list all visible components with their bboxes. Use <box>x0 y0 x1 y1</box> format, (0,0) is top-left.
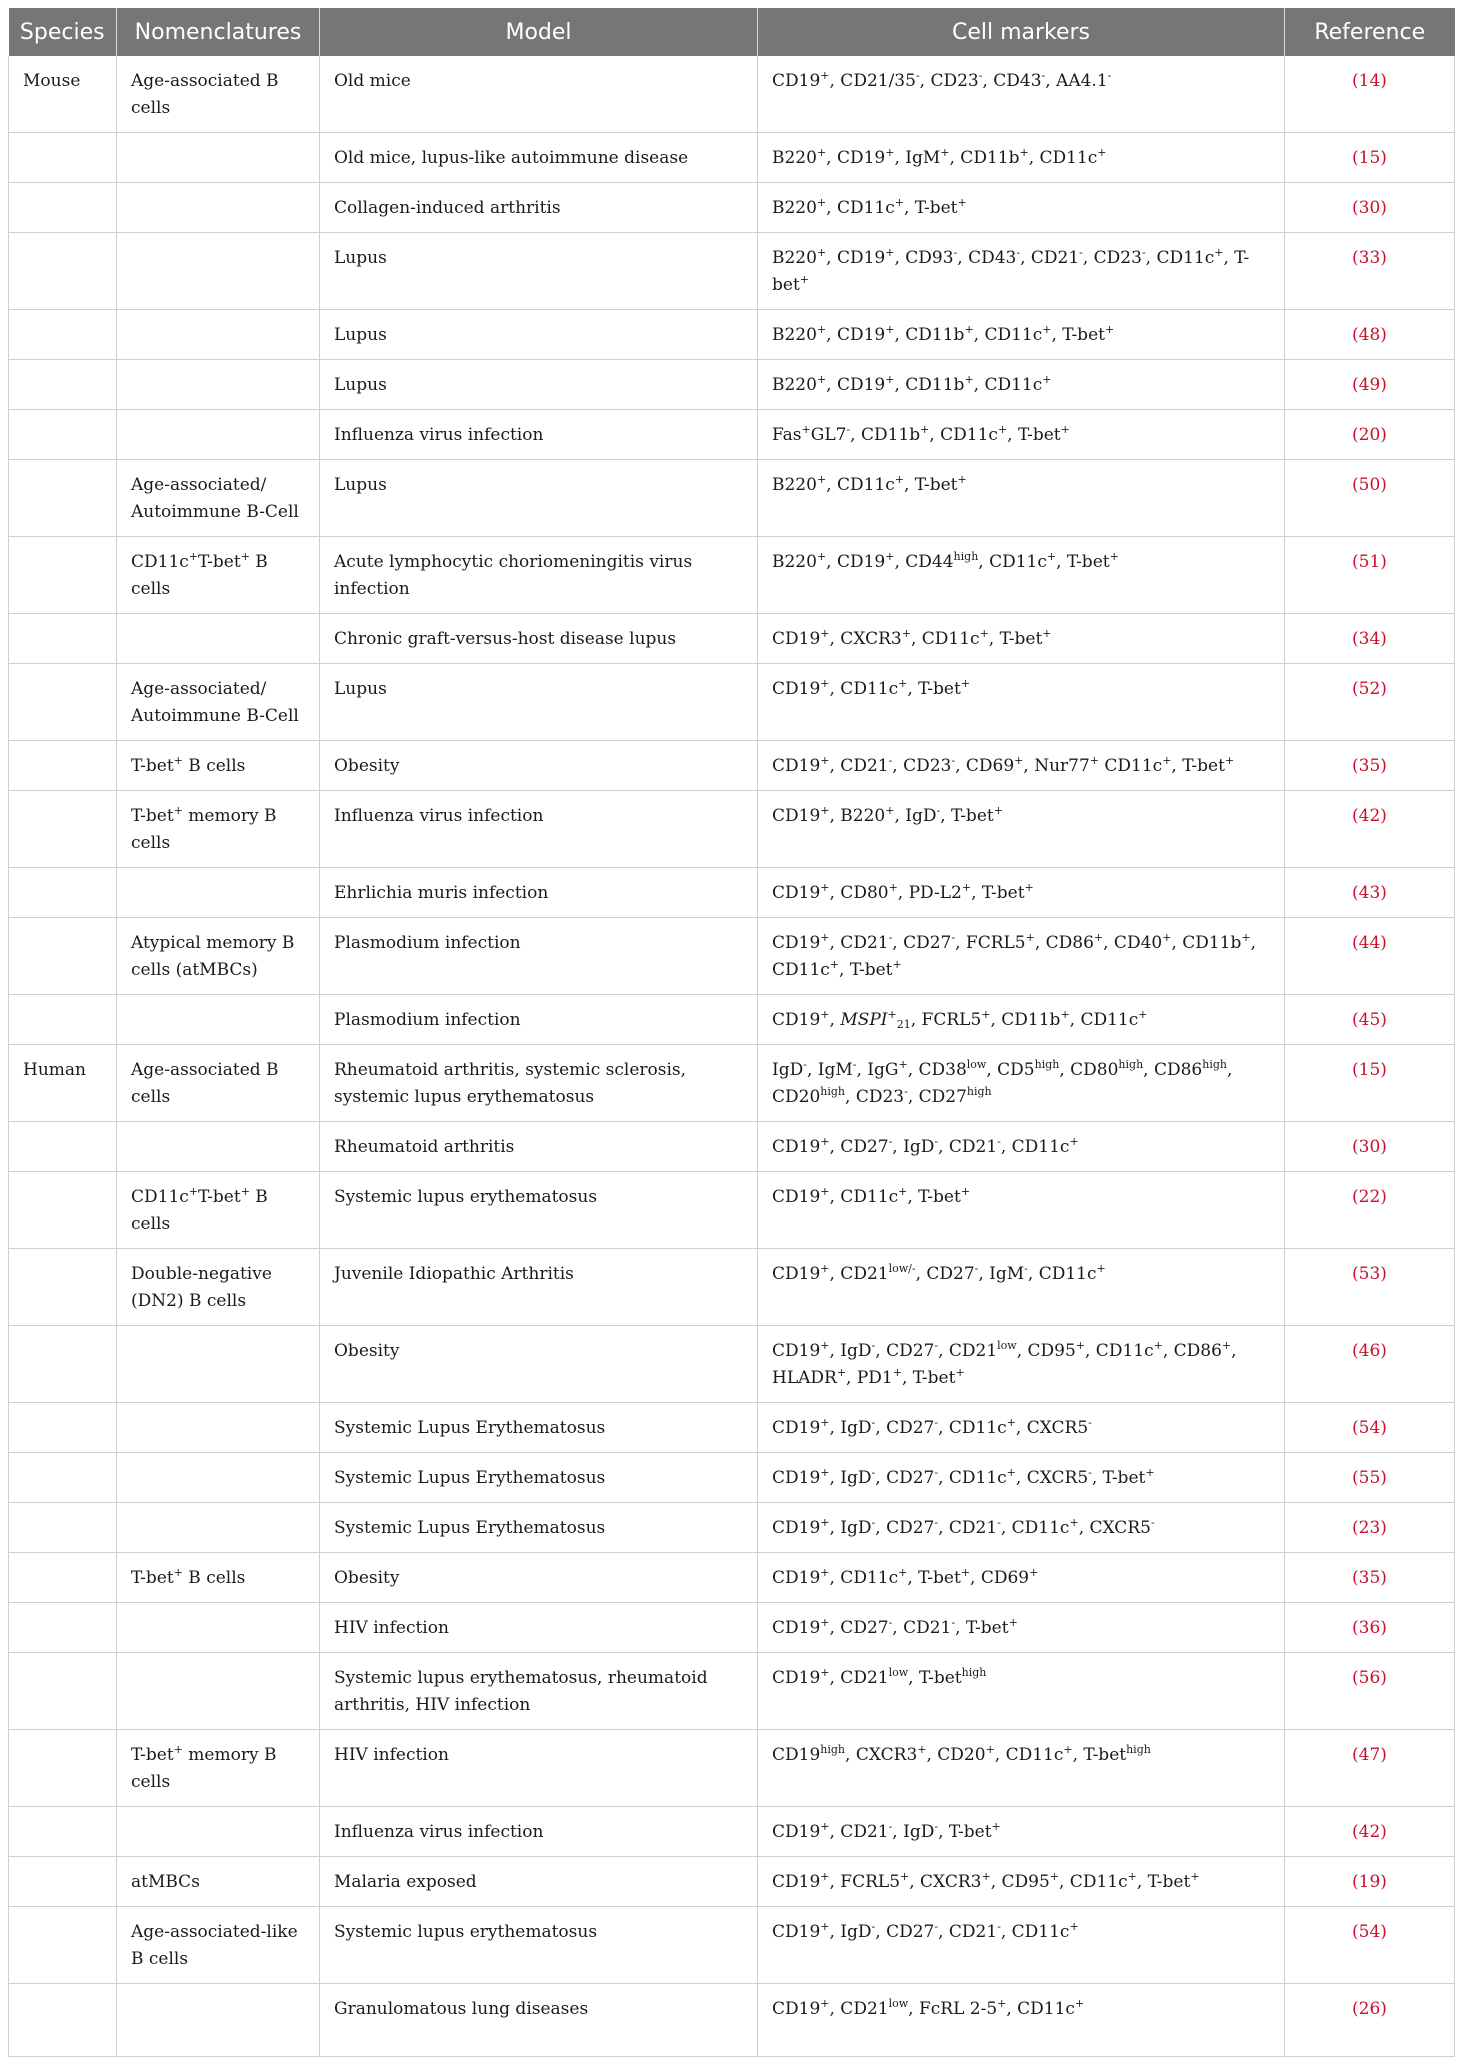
cell-species <box>9 1603 117 1653</box>
cell-model: Obesity <box>320 1553 758 1603</box>
cell-species <box>9 1249 117 1326</box>
table-row <box>9 1326 1455 1403</box>
cell-markers: B220+, CD19+, CD11b+, CD11c+ <box>758 360 1285 410</box>
cell-reference[interactable]: (34) <box>1285 614 1455 664</box>
cell-nomenclature <box>117 1503 320 1553</box>
cell-nomenclature <box>117 183 320 233</box>
table-row <box>9 410 1455 460</box>
cell-nomenclature <box>117 1122 320 1172</box>
cell-reference[interactable]: (30) <box>1285 183 1455 233</box>
cell-reference[interactable]: (48) <box>1285 310 1455 360</box>
cell-markers: B220+, CD19+, CD93-, CD43-, CD21-, CD23-, CD11c+, T-bet+ <box>758 233 1285 310</box>
cell-reference[interactable]: (42) <box>1285 1807 1455 1857</box>
cell-species <box>9 664 117 741</box>
cell-model: Systemic Lupus Erythematosus <box>320 1403 758 1453</box>
cell-model: Granulomatous lung diseases <box>320 1984 758 2057</box>
cell-species <box>9 1403 117 1453</box>
cell-model: Old mice <box>320 56 758 133</box>
table-row <box>9 360 1455 410</box>
cell-model: Influenza virus infection <box>320 791 758 868</box>
cell-reference[interactable]: (42) <box>1285 791 1455 868</box>
cell-reference[interactable]: (15) <box>1285 1045 1455 1122</box>
cell-nomenclature: T-bet+ B cells <box>117 741 320 791</box>
cell-nomenclature: T-bet+ memory B cells <box>117 791 320 868</box>
cell-model: Old mice, lupus-like autoimmune disease <box>320 133 758 183</box>
table-row <box>9 537 1455 614</box>
cell-nomenclature: CD11c+T-bet+ B cells <box>117 537 320 614</box>
cell-model: Malaria exposed <box>320 1857 758 1907</box>
cell-reference[interactable]: (35) <box>1285 741 1455 791</box>
cell-model: Lupus <box>320 664 758 741</box>
cell-model: Lupus <box>320 460 758 537</box>
cell-species <box>9 614 117 664</box>
cell-reference[interactable]: (45) <box>1285 995 1455 1045</box>
cell-model: Plasmodium infection <box>320 918 758 995</box>
table-row <box>9 310 1455 360</box>
cell-model: Plasmodium infection <box>320 995 758 1045</box>
cell-reference[interactable]: (19) <box>1285 1857 1455 1907</box>
cell-nomenclature <box>117 1603 320 1653</box>
cell-nomenclature: Double-negative (DN2) B cells <box>117 1249 320 1326</box>
cell-nomenclature: Age-associated B cells <box>117 56 320 133</box>
cell-markers: B220+, CD11c+, T-bet+ <box>758 460 1285 537</box>
cell-nomenclature <box>117 1807 320 1857</box>
cell-nomenclature: atMBCs <box>117 1857 320 1907</box>
cell-nomenclature: Age-associated-like B cells <box>117 1907 320 1984</box>
cell-markers: B220+, CD19+, CD11b+, CD11c+, T-bet+ <box>758 310 1285 360</box>
cell-species <box>9 410 117 460</box>
cell-nomenclature <box>117 310 320 360</box>
cell-markers: CD19+, CD11c+, T-bet+, CD69+ <box>758 1553 1285 1603</box>
cell-model: HIV infection <box>320 1603 758 1653</box>
cell-reference[interactable]: (33) <box>1285 233 1455 310</box>
table-row <box>9 741 1455 791</box>
table-row <box>9 1503 1455 1553</box>
cell-reference[interactable]: (43) <box>1285 868 1455 918</box>
cell-species <box>9 183 117 233</box>
cell-markers: B220+, CD19+, $CD44^{high}$, CD11c+, T-bet+ <box>758 537 1285 614</box>
cell-reference[interactable]: (54) <box>1285 1403 1455 1453</box>
cell-markers: B220+, CD11c+, T-bet+ <box>758 183 1285 233</box>
header-reference: Reference <box>1285 8 1455 56</box>
cell-species <box>9 537 117 614</box>
table-row <box>9 1730 1455 1807</box>
cell-model: HIV infection <box>320 1730 758 1807</box>
cell-reference[interactable]: (55) <box>1285 1453 1455 1503</box>
header-model: Model <box>320 8 758 56</box>
cell-nomenclature: Atypical memory B cells (atMBCs) <box>117 918 320 995</box>
cell-nomenclature <box>117 1326 320 1403</box>
cell-nomenclature <box>117 410 320 460</box>
cell-marker-table <box>8 8 1455 2057</box>
cell-species <box>9 1857 117 1907</box>
header-nomenclatures: Nomenclatures <box>117 8 320 56</box>
cell-model: Rheumatoid arthritis <box>320 1122 758 1172</box>
table-row <box>9 233 1455 310</box>
cell-model: Collagen-induced arthritis <box>320 183 758 233</box>
cell-model: Rheumatoid arthritis, systemic sclerosis, systemic lupus erythematosus <box>320 1045 758 1122</box>
cell-species <box>9 233 117 310</box>
header-cell-markers: Cell markers <box>758 8 1285 56</box>
table-row <box>9 664 1455 741</box>
cell-model: Lupus <box>320 310 758 360</box>
cell-species <box>9 918 117 995</box>
cell-model: Systemic lupus erythematosus <box>320 1907 758 1984</box>
cell-markers: CD19+, B220+, IgD-, T-bet+ <box>758 791 1285 868</box>
cell-reference[interactable]: (51) <box>1285 537 1455 614</box>
cell-markers: CD19+, $CD21^{low}$, FcRL 2-5+, CD11c+ <box>758 1984 1285 2057</box>
cell-markers: CD19+, IgD-, CD27-, CD11c+, CXCR5-, T-bet+ <box>758 1453 1285 1503</box>
cell-nomenclature <box>117 133 320 183</box>
cell-species <box>9 995 117 1045</box>
cell-model: Obesity <box>320 741 758 791</box>
table-row <box>9 1907 1455 1984</box>
cell-markers: CD19+, CD80+, PD-L2+, T-bet+ <box>758 868 1285 918</box>
cell-reference[interactable]: (52) <box>1285 664 1455 741</box>
cell-markers: CD19+, $MSPI^+_{21}$, FCRL5+, CD11b+, CD11c+ <box>758 995 1285 1045</box>
table-row <box>9 1172 1455 1249</box>
table-row <box>9 1984 1455 2057</box>
cell-reference[interactable]: (15) <box>1285 133 1455 183</box>
cell-model: Obesity <box>320 1326 758 1403</box>
cell-nomenclature <box>117 614 320 664</box>
cell-species <box>9 1730 117 1807</box>
table-row <box>9 1553 1455 1603</box>
cell-reference[interactable]: (53) <box>1285 1249 1455 1326</box>
cell-reference[interactable]: (47) <box>1285 1730 1455 1807</box>
cell-markers: IgD-, IgM-, IgG+, $CD38^{low}$, $CD5^{high}$, $CD80^{high}$, $CD86^{high}$, $CD20^{high}$, CD23-, $CD27^{high}$ <box>758 1045 1285 1122</box>
cell-model: Juvenile Idiopathic Arthritis <box>320 1249 758 1326</box>
cell-species <box>9 1326 117 1403</box>
cell-markers: CD19+, CD21-, CD27-, FCRL5+, CD86+, CD40+, CD11b+, CD11c+, T-bet+ <box>758 918 1285 995</box>
cell-model: Ehrlichia muris infection <box>320 868 758 918</box>
cell-species <box>9 1503 117 1553</box>
cell-nomenclature <box>117 1453 320 1503</box>
cell-species <box>9 741 117 791</box>
cell-markers: CD19+, IgD-, CD27-, CD21-, CD11c+, CXCR5- <box>758 1503 1285 1553</box>
cell-markers: CD19+, $CD21^{low/-}$, CD27-, IgM-, CD11c+ <box>758 1249 1285 1326</box>
cell-species <box>9 310 117 360</box>
cell-species <box>9 1653 117 1730</box>
table-row <box>9 995 1455 1045</box>
table-row <box>9 183 1455 233</box>
cell-model: Systemic lupus erythematosus, rheumatoid arthritis, HIV infection <box>320 1653 758 1730</box>
cell-markers: Fas+GL7-, CD11b+, CD11c+, T-bet+ <box>758 410 1285 460</box>
cell-reference[interactable]: (20) <box>1285 410 1455 460</box>
cell-markers: B220+, CD19+, IgM+, CD11b+, CD11c+ <box>758 133 1285 183</box>
cell-markers: $CD19^{high}$, CXCR3+, CD20+, CD11c+, T-bet$^{high}$ <box>758 1730 1285 1807</box>
table-row <box>9 1603 1455 1653</box>
cell-nomenclature <box>117 1403 320 1453</box>
cell-model: Influenza virus infection <box>320 410 758 460</box>
cell-markers: CD19+, CXCR3+, CD11c+, T-bet+ <box>758 614 1285 664</box>
cell-species <box>9 1172 117 1249</box>
table-row <box>9 1653 1455 1730</box>
cell-markers: CD19+, IgD-, CD27-, $CD21^{low}$, CD95+, CD11c+, CD86+, HLADR+, PD1+, T-bet+ <box>758 1326 1285 1403</box>
cell-markers: CD19+, CD21-, CD23-, CD69+, Nur77+ CD11c+, T-bet+ <box>758 741 1285 791</box>
cell-species: Human <box>9 1045 117 1122</box>
cell-species <box>9 868 117 918</box>
cell-markers: CD19+, FCRL5+, CXCR3+, CD95+, CD11c+, T-bet+ <box>758 1857 1285 1907</box>
cell-model: Influenza virus infection <box>320 1807 758 1857</box>
cell-reference[interactable]: (54) <box>1285 1907 1455 1984</box>
table-row <box>9 1807 1455 1857</box>
table-header-row <box>9 8 1455 56</box>
cell-reference[interactable]: (14) <box>1285 56 1455 133</box>
table-row <box>9 1122 1455 1172</box>
cell-reference[interactable]: (35) <box>1285 1553 1455 1603</box>
table-body <box>9 56 1455 2057</box>
table-row <box>9 614 1455 664</box>
cell-nomenclature: T-bet+ B cells <box>117 1553 320 1603</box>
cell-model: Acute lymphocytic choriomeningitis virus infection <box>320 537 758 614</box>
cell-nomenclature <box>117 868 320 918</box>
cell-species <box>9 1453 117 1503</box>
cell-markers: CD19+, CD27-, CD21-, T-bet+ <box>758 1603 1285 1653</box>
cell-markers: CD19+, $CD21^{low}$, T-bet$^{high}$ <box>758 1653 1285 1730</box>
cell-nomenclature: Age-associated/ Autoimmune B-Cell <box>117 664 320 741</box>
cell-reference[interactable]: (56) <box>1285 1653 1455 1730</box>
table-row <box>9 1045 1455 1122</box>
cell-reference[interactable]: (46) <box>1285 1326 1455 1403</box>
cell-reference[interactable]: (26) <box>1285 1984 1455 2057</box>
cell-species <box>9 360 117 410</box>
cell-reference[interactable]: (36) <box>1285 1603 1455 1653</box>
cell-species: Mouse <box>9 56 117 133</box>
cell-species <box>9 791 117 868</box>
cell-nomenclature <box>117 233 320 310</box>
cell-species <box>9 460 117 537</box>
cell-species <box>9 1807 117 1857</box>
cell-model: Systemic Lupus Erythematosus <box>320 1453 758 1503</box>
cell-markers: CD19+, CD11c+, T-bet+ <box>758 1172 1285 1249</box>
cell-model: Systemic Lupus Erythematosus <box>320 1503 758 1553</box>
cell-species <box>9 1984 117 2057</box>
cell-species <box>9 1907 117 1984</box>
table-row <box>9 460 1455 537</box>
cell-markers: CD19+, IgD-, CD27-, CD11c+, CXCR5- <box>758 1403 1285 1453</box>
cell-nomenclature <box>117 995 320 1045</box>
cell-reference[interactable]: (44) <box>1285 918 1455 995</box>
cell-reference[interactable]: (50) <box>1285 460 1455 537</box>
cell-reference[interactable]: (23) <box>1285 1503 1455 1553</box>
header-species: Species <box>9 8 117 56</box>
cell-model: Lupus <box>320 360 758 410</box>
cell-markers: CD19+, CD21-, IgD-, T-bet+ <box>758 1807 1285 1857</box>
table-row <box>9 56 1455 133</box>
cell-nomenclature: Age-associated B cells <box>117 1045 320 1122</box>
table-row <box>9 918 1455 995</box>
cell-markers: CD19+, CD27-, IgD-, CD21-, CD11c+ <box>758 1122 1285 1172</box>
cell-nomenclature <box>117 360 320 410</box>
cell-markers: CD19+, CD21/35-, CD23-, CD43-, AA4.1- <box>758 56 1285 133</box>
cell-species <box>9 1122 117 1172</box>
cell-model: Lupus <box>320 233 758 310</box>
cell-species <box>9 1553 117 1603</box>
cell-reference[interactable]: (49) <box>1285 360 1455 410</box>
cell-model: Chronic graft-versus-host disease lupus <box>320 614 758 664</box>
table-row <box>9 133 1455 183</box>
cell-species <box>9 133 117 183</box>
cell-nomenclature <box>117 1984 320 2057</box>
cell-markers: CD19+, IgD-, CD27-, CD21-, CD11c+ <box>758 1907 1285 1984</box>
cell-markers: CD19+, CD11c+, T-bet+ <box>758 664 1285 741</box>
cell-nomenclature: Age-associated/ Autoimmune B-Cell <box>117 460 320 537</box>
table-row <box>9 1857 1455 1907</box>
cell-nomenclature <box>117 1653 320 1730</box>
table-row <box>9 1249 1455 1326</box>
cell-nomenclature: T-bet+ memory B cells <box>117 1730 320 1807</box>
cell-reference[interactable]: (22) <box>1285 1172 1455 1249</box>
table-row <box>9 1403 1455 1453</box>
table-row <box>9 791 1455 868</box>
table-row <box>9 868 1455 918</box>
cell-model: Systemic lupus erythematosus <box>320 1172 758 1249</box>
table-row <box>9 1453 1455 1503</box>
cell-nomenclature: CD11c+T-bet+ B cells <box>117 1172 320 1249</box>
cell-reference[interactable]: (30) <box>1285 1122 1455 1172</box>
